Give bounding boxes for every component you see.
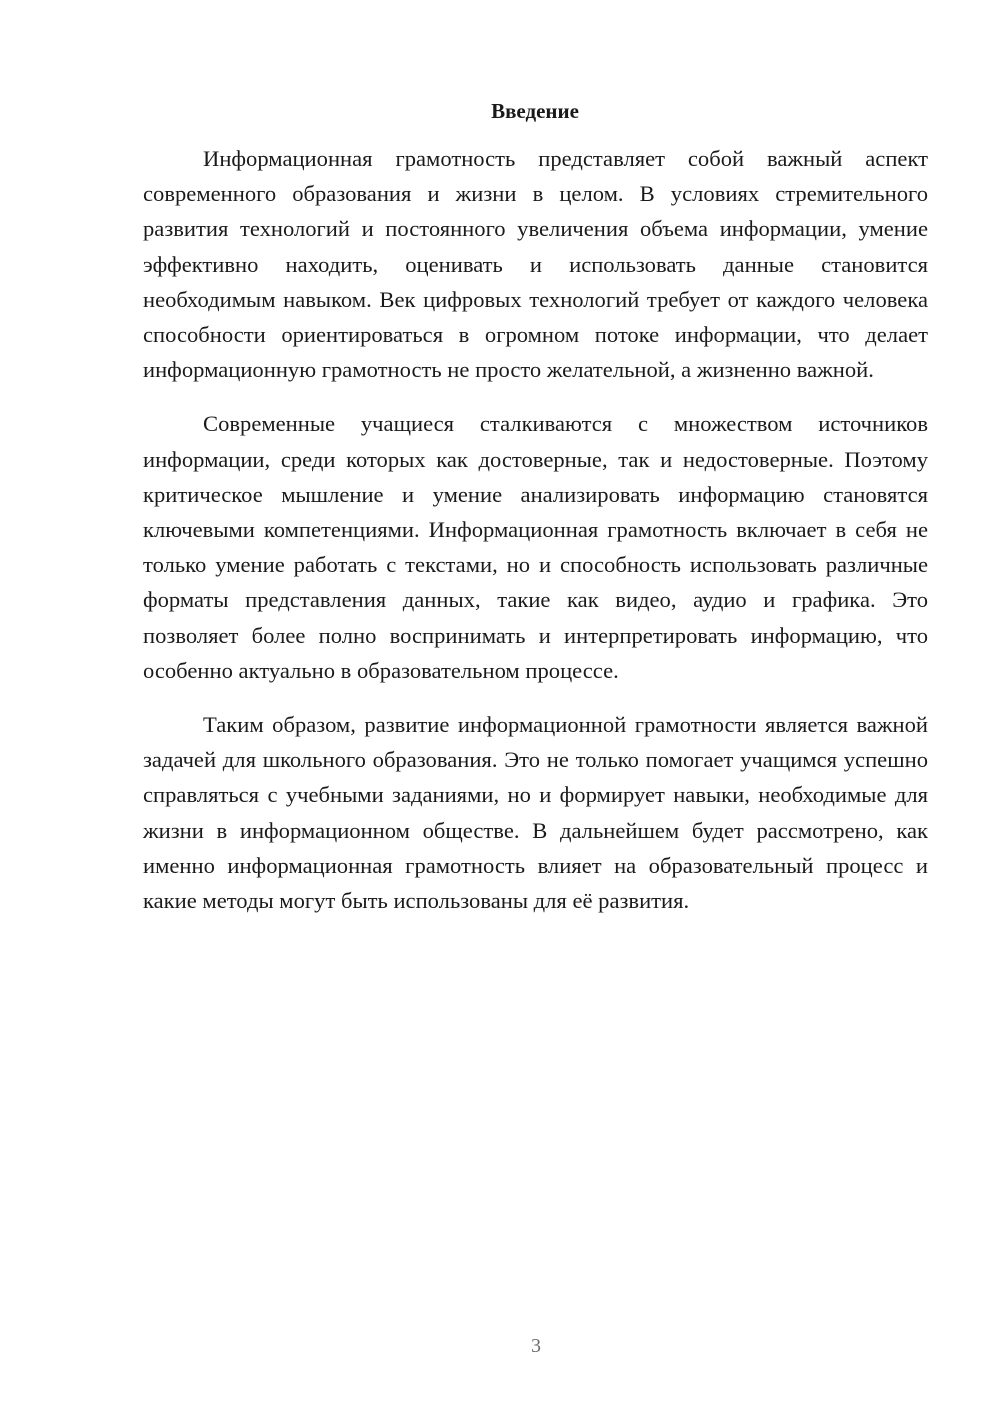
page-title: Введение: [491, 99, 579, 123]
page-number: 3: [531, 1335, 541, 1357]
paragraph-1: Информационная грамотность представляет собой важный аспект современного образования и жизни в целом. В условиях стремительного развития технологий и постоянного увеличения объема информации, умение эффективно находить, оценивать и использовать данные становится необходимым навыком. Век цифровых технологий требует от каждого человека способности ориентироваться в огромном потоке информации, что делает информационную грамотность не просто желательной, а жизненно важной.: [143, 146, 928, 383]
paragraph-2: Современные учащиеся сталкиваются с множеством источников информации, среди которых как достоверные, так и недостоверные. Поэтому критическое мышление и умение анализировать информацию становятся ключевыми компетенциями. Информационная грамотность включает в себя не только умение работать с текстами, но и способность использовать различные форматы представления данных, такие как видео, аудио и графика. Это позволяет более полно воспринимать и интерпретировать информацию, что особенно актуально в образовательном процессе.: [143, 411, 928, 683]
paragraph-3: Таким образом, развитие информационной грамотности является важной задачей для школьного образования. Это не только помогает учащимся успешно справляться с учебными заданиями, но и формирует навыки, необходимые для жизни в информационном обществе. В дальнейшем будет рассмотрено, как именно информационная грамотность влияет на образовательный процесс и какие методы могут быть использованы для её развития.: [143, 712, 928, 914]
body-text: [143, 141, 928, 937]
